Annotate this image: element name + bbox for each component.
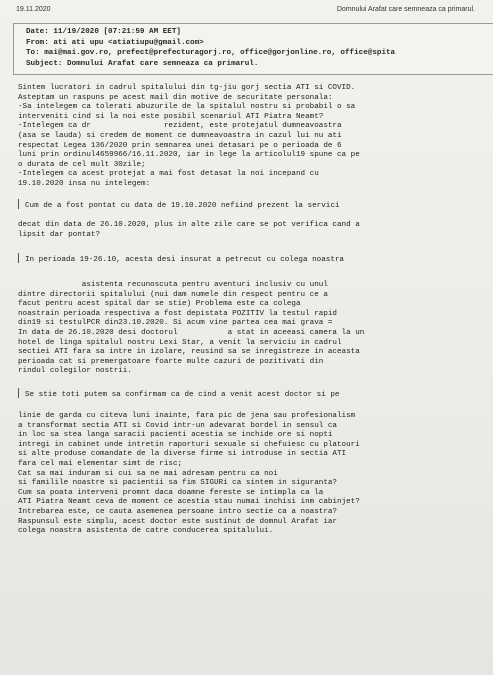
- print-title: Domnului Arafat care semneaza ca primarul.: [336, 6, 475, 13]
- print-header: [16, 6, 485, 18]
- quoted-line-3: [18, 388, 488, 401]
- print-date: 19.11.2020: [16, 6, 51, 13]
- quote-bar: [18, 253, 19, 263]
- email-from: From: ati ati upu <atiatiupu@gmail.com>: [26, 38, 204, 47]
- email-subject: Subject: Domnului Arafat care semneaza ca primarul.: [26, 59, 259, 68]
- quote-bar: [18, 388, 19, 398]
- email-to: To: mai@mai.gov.ro, prefect@prefecturagorj.ro, office@gorjonline.ro, office@spita: [26, 49, 396, 57]
- quoted-text-2: In perioada 19-26.10, acesta desi insurat a petrecut cu colega noastra: [25, 256, 344, 264]
- body-paragraph-1: Sintem lucratori in cadrul spitalului din tg-jiu gorj sectia ATI si COVID. Asteptam un raspuns pe acest mail din motive de securitate personala: -Sa intelegem ca tolerati abuzurile de la spitalul nostru si probabil o sa interveniti cind si la noi este posibil scenariul ATI Piatra Neamt? -Intelegem ca dr rezident, este protejatul dumneavoastra (asa se lauda) si credem de moment ce dumneavoastra in cazul lui nu ati respectat Legea 136/2020 prin semnarea unei detasari pe o perioada de 6 luni prin ordinul4659966/16.11.2020, iar in lege la articolul19 spune ca pe o durata de cel mult 30zile; -Intelegem ca acest protejat a mai fost detasat la noi incepand cu 19.10.2020 insa nu intelegem:: [18, 84, 360, 188]
- quote-bar: [18, 199, 19, 209]
- quoted-text-1: Cum de a fost pontat cu data de 19.10.2020 nefiind prezent la servici: [25, 202, 340, 210]
- quoted-line-1: [18, 199, 488, 212]
- body-paragraph-2: decat din data de 26.10.2020, plus in alte zile care se pot verifica cand a lipsit dar pontat?: [18, 221, 360, 239]
- body-paragraph-4: linie de garda cu citeva luni inainte, fara pic de jena sau profesionalism a transformat sectia ATI si Covid intr-un adevarat bordel in sensul ca in loc sa stea langa saracii pacienti acestia se inchide ore si nopti intregi in cabinet unde intretin raporturi sexuale si chefuiesc cu platouri si alte produse comandate de la diverse firme si introduse in sectia ATI fara cel mai elementar simt de risc; Cat sa mai induram si cui sa ne mai adresam pentru ca noi si familile noastre si pacientii sa fim SIGURi ca sintem in siguranta? Cum sa poata interveni promnt daca doamne fereste se intimpla ca la ATI Piatra Neamt ceva de moment ce acestia stau numai inchisi inm cabinjet? Intrebarea este, ce cauta asemenea persoane intro sectie ca a noastra? Raspunsul este simplu, acest doctor este sustinut de domnul Arafat iar colega noastra asistenta de catre conducerea spitalului.: [18, 412, 360, 536]
- quoted-line-2: [18, 253, 488, 266]
- quoted-text-3: Se stie toti putem sa confirmam ca de cind a venit acest doctor si pe: [25, 391, 340, 399]
- email-header-box: [13, 23, 493, 75]
- email-date: Date: 11/19/2020 [07:21:59 AM EET]: [26, 28, 181, 36]
- body-paragraph-3: asistenta recunoscuta pentru aventuri inclusiv cu unul dintre directorii spitalului (nui dam numele din respect pentru ce a facut pentru acest spital dar se stie) Problema este ca colega noastrain perioada respectiva a fost depistata POZITIV la testul rapid din19 si testulPCR din23.10.2020. Si acum vine partea cea mai grava = In data de 26.10.2020 desi doctorul a stat in aceeasi camera la un hotel de linga spitalul nostru Lexi Star, a venit la serviciu in cadrul sectiei ATI fara sa intre in izolare, reusind sa se inregistreze in aceasta perioada cat si premergatoare foarte multe cazuri de pozitivati din rindul colegilor nostrii.: [18, 281, 365, 376]
